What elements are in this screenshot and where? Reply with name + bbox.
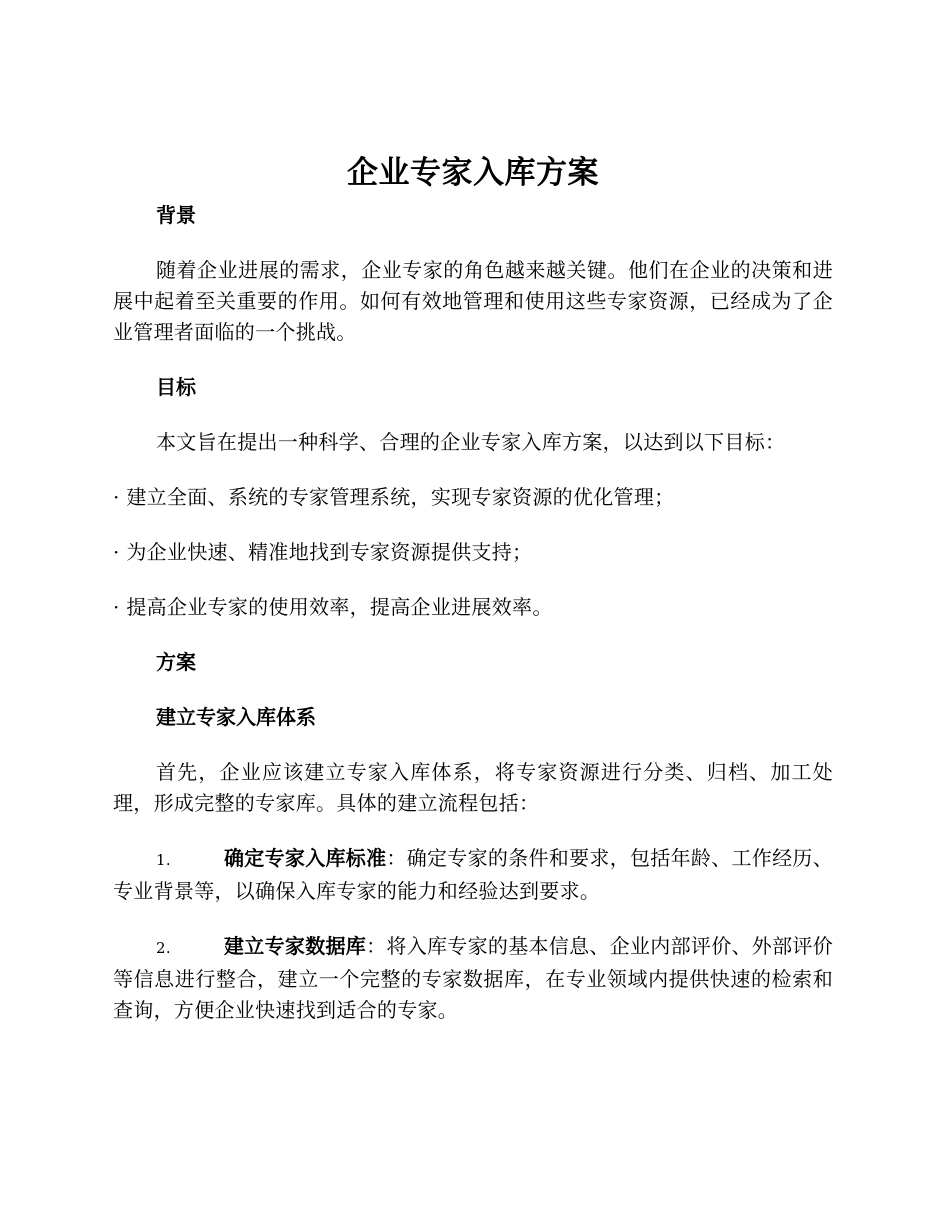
item-number: 2. xyxy=(156,939,171,957)
goals-intro: 本文旨在提出一种科学、合理的企业专家入库方案，以达到以下目标： xyxy=(156,430,786,454)
background-paragraph: 随着企业进展的需求，企业专家的角色越来越关键。他们在企业的决策和进展中起着至关重要的作用。如何有效地管理和使用这些专家资源，已经成为了企业管理者面临的一个挑战。 xyxy=(113,258,833,344)
item-text: ：将入库专家的基本信息、企业内部评价、外部评价等信息进行整合，建立一个完整的专家数据库，在专业领域内提供快速的检索和查询，方便企业快速找到适合的专家。 xyxy=(113,934,834,1022)
numbered-item xyxy=(113,931,833,1026)
subsection-heading-system: 建立专家入库体系 xyxy=(156,705,316,729)
item-term: 建立专家数据库 xyxy=(224,934,367,958)
plan-intro: 首先，企业应该建立专家入库体系，将专家资源进行分类、归档、加工处理，形成完整的专家库。具体的建立流程包括： xyxy=(113,760,833,815)
item-number: 1. xyxy=(156,851,171,869)
numbered-item xyxy=(113,843,833,907)
section-heading-background: 背景 xyxy=(156,203,196,227)
document-page xyxy=(113,150,833,1050)
section-heading-goals: 目标 xyxy=(156,375,196,399)
section-heading-plan: 方案 xyxy=(156,650,196,674)
document-title: 企业专家入库方案 xyxy=(347,155,599,191)
item-text: ：确定专家的条件和要求，包括年龄、工作经历、专业背景等，以确保入库专家的能力和经验达到要求。 xyxy=(113,846,834,903)
goal-bullet: · 提高企业专家的使用效率，提高企业进展效率。 xyxy=(113,595,553,619)
goal-bullet: · 为企业快速、精准地找到专家资源提供支持； xyxy=(113,540,533,564)
item-term: 确定专家入库标准 xyxy=(224,846,387,870)
goal-bullet: · 建立全面、系统的专家管理系统，实现专家资源的优化管理； xyxy=(113,485,675,509)
